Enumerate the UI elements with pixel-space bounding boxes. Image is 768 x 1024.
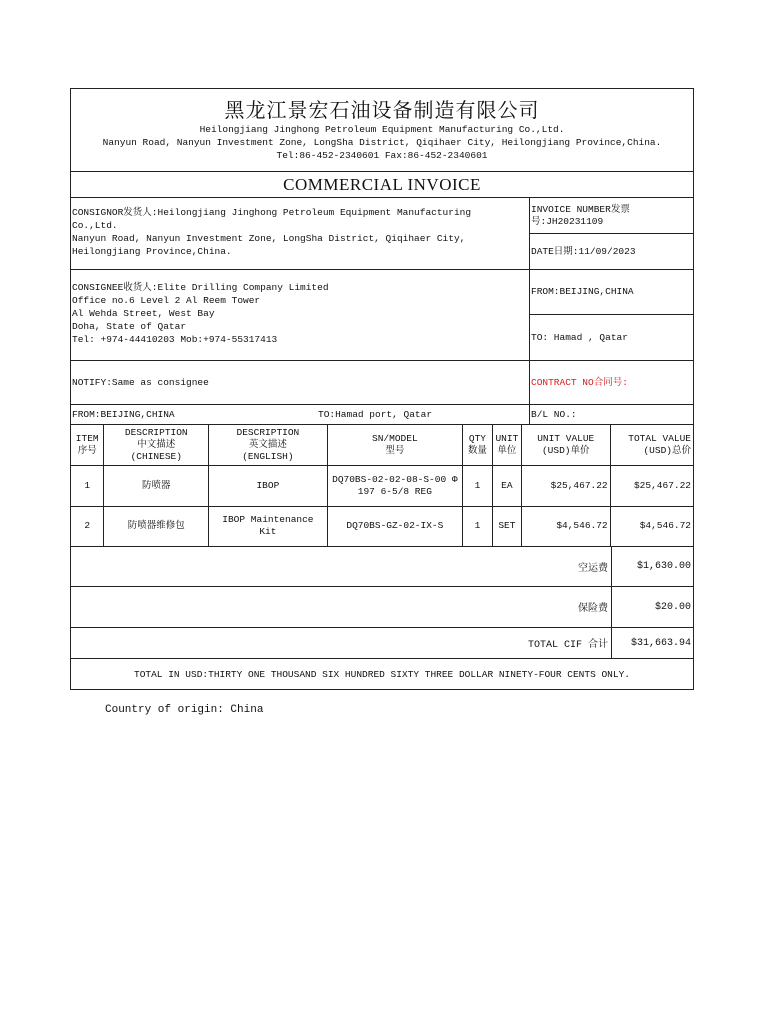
consignor-line: Nanyun Road, Nanyun Investment Zone, LongSha District, Qiqihaer City,	[72, 233, 466, 244]
cell-desc-en: IBOP	[209, 465, 328, 506]
total-cif-row	[71, 628, 693, 659]
notify-cell	[71, 361, 530, 404]
cell-sn-model: DQ70BS-GZ-02-IX-S	[327, 506, 462, 546]
consignee-line: CONSIGNEE收货人:Elite Drilling Company Limited	[72, 282, 329, 293]
insurance-row	[71, 587, 693, 628]
route-to: TO:Hamad port, Qatar	[318, 409, 433, 420]
invoice-number-label: INVOICE NUMBER发票	[531, 203, 630, 215]
table-row	[71, 506, 693, 546]
consignee-block	[71, 270, 530, 360]
cell-desc-en: IBOP Maintenance Kit	[209, 506, 328, 546]
consignee-line: Tel: +974-44410203 Mob:+974-55317413	[72, 334, 278, 345]
from-cell	[530, 270, 693, 315]
country-of-origin: Country of origin: China	[105, 704, 264, 716]
freight-row	[71, 547, 693, 587]
header-unit-value: UNIT VALUE (USD)单价	[521, 425, 610, 465]
header-sn-model: SN/MODEL 型号	[327, 425, 462, 465]
table-header-row	[71, 425, 693, 465]
invoice-number-value: 号:JH20231109	[531, 215, 604, 227]
total-in-words: TOTAL IN USD:THIRTY ONE THOUSAND SIX HUNDRED SIXTY THREE DOLLAR NINETY-FOUR CENTS ONLY.	[134, 668, 630, 680]
cell-total-value: $25,467.22	[610, 465, 693, 506]
cell-sn-model: DQ70BS-02-02-08-S-00 Φ 197 6-5/8 REG	[327, 465, 462, 506]
cell-desc-cn: 防喷器维修包	[104, 506, 209, 546]
invoice-meta	[530, 198, 693, 269]
consignor-block	[71, 198, 530, 269]
freight-label: 空运费	[71, 547, 612, 586]
consignee-line: Office no.6 Level 2 Al Reem Tower	[72, 295, 261, 306]
header-unit: UNIT 单位	[492, 425, 521, 465]
company-address: Nanyun Road, Nanyun Investment Zone, LongSha District, Qiqihaer City, Heilongjiang Province,China.	[102, 137, 662, 148]
bl-number: B/L NO.:	[531, 409, 577, 420]
from-location: FROM:BEIJING,CHINA	[531, 286, 634, 297]
header-desc-cn: DESCRIPTION 中文描述 (CHINESE)	[104, 425, 209, 465]
header-item: ITEM 序号	[71, 425, 104, 465]
date-cell	[530, 234, 693, 269]
company-header	[71, 89, 693, 172]
consignor-line: Co.,Ltd.	[72, 220, 118, 231]
consignee-row	[71, 270, 693, 361]
insurance-label: 保险费	[71, 587, 612, 627]
title-row	[71, 172, 693, 198]
company-contact: Tel:86-452-2340601 Fax:86-452-2340601	[276, 150, 488, 161]
company-name-english: Heilongjiang Jinghong Petroleum Equipment Manufacturing Co.,Ltd.	[199, 124, 565, 135]
items-section	[71, 425, 693, 547]
route-row	[71, 405, 693, 425]
consignee-line: Doha, State of Qatar	[72, 321, 187, 332]
cell-desc-cn: 防喷器	[104, 465, 209, 506]
header-qty: QTY 数量	[463, 425, 493, 465]
route-from: FROM:BEIJING,CHINA	[72, 409, 175, 420]
cell-qty: 1	[463, 506, 493, 546]
cell-total-value: $4,546.72	[639, 520, 691, 532]
invoice-title: COMMERCIAL INVOICE	[283, 175, 481, 194]
cell-qty: 1	[463, 465, 493, 506]
header-desc-en: DESCRIPTION 英文描述 (ENGLISH)	[209, 425, 328, 465]
invoice-number-cell	[530, 198, 693, 234]
to-location: TO: Hamad , Qatar	[531, 331, 628, 343]
insurance-value: $20.00	[654, 601, 691, 613]
shipping-cells	[530, 270, 693, 360]
cell-unit-value: $4,546.72	[521, 506, 610, 546]
cell-unit: SET	[492, 506, 521, 546]
total-cif-label: TOTAL CIF 合计	[71, 628, 612, 658]
invoice-date: DATE日期:11/09/2023	[531, 245, 636, 257]
to-cell	[530, 315, 693, 360]
consignee-line: Al Wehda Street, West Bay	[72, 308, 215, 319]
bl-cell	[530, 405, 693, 424]
table-row	[71, 465, 693, 506]
cell-item: 1	[71, 465, 104, 506]
notify-row	[71, 361, 693, 405]
cell-unit: EA	[492, 465, 521, 506]
consignor-line: CONSIGNOR发货人:Heilongjiang Jinghong Petroleum Equipment Manufacturing	[72, 207, 472, 218]
commercial-invoice	[70, 88, 694, 690]
contract-number-label: CONTRACT NO合同号:	[531, 376, 628, 388]
route-cell	[71, 405, 530, 424]
contract-cell	[530, 361, 693, 404]
consignor-row	[71, 198, 693, 270]
header-total-value: TOTAL VALUE (USD)总价	[610, 425, 693, 465]
contract-number	[530, 361, 693, 404]
freight-value: $1,630.00	[636, 561, 691, 572]
total-cif-value: $31,663.94	[630, 637, 691, 649]
cell-item: 2	[71, 506, 104, 546]
total-in-words-row	[71, 659, 693, 689]
notify-party: NOTIFY:Same as consignee	[72, 377, 209, 388]
consignor-line: Heilongjiang Province,China.	[72, 246, 232, 257]
company-name-chinese: 黑龙江景宏石油设备制造有限公司	[224, 100, 540, 122]
cell-unit-value: $25,467.22	[521, 465, 610, 506]
items-table	[71, 425, 693, 546]
